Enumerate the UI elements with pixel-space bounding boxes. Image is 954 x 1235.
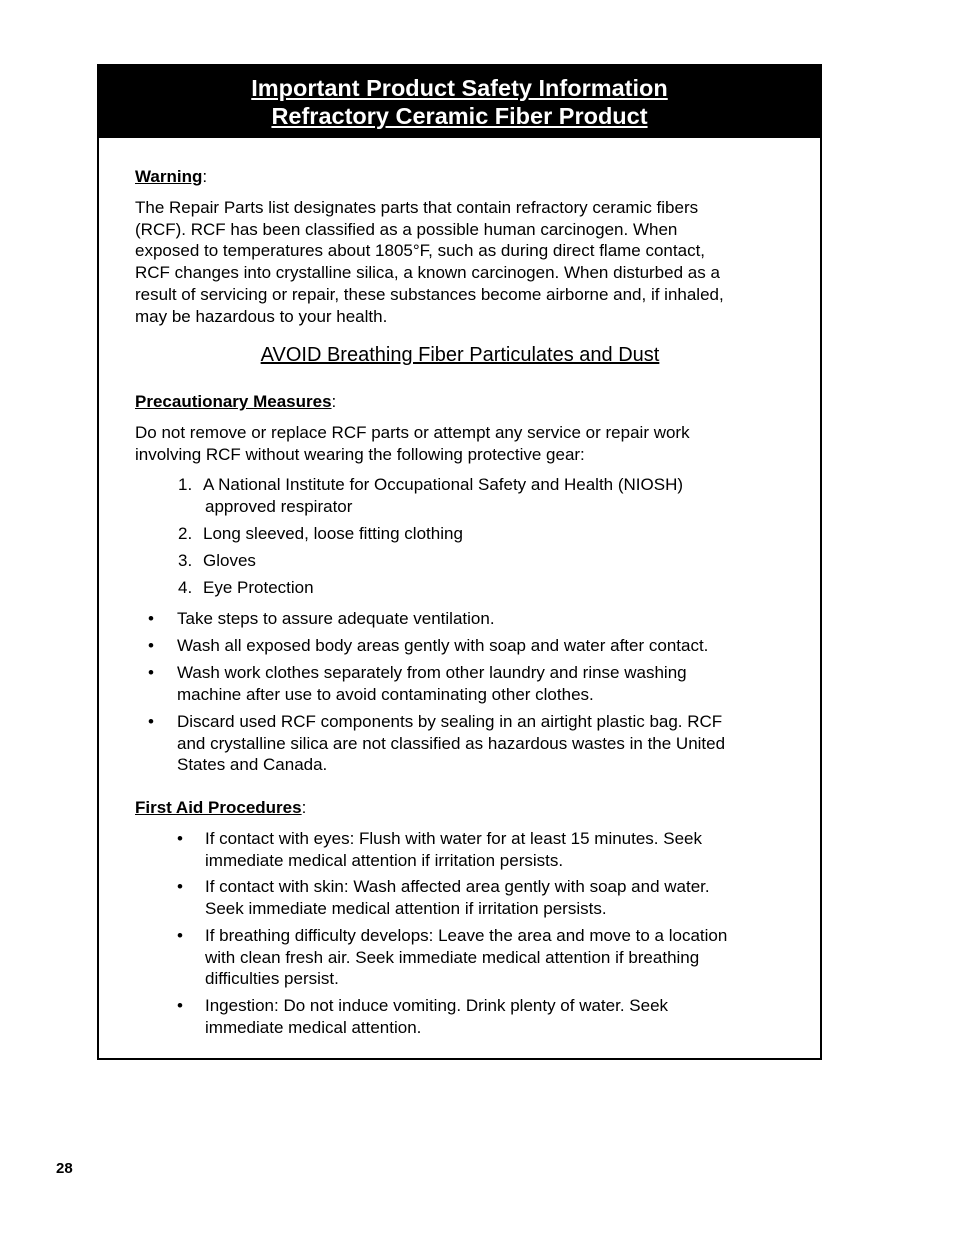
- bullet-dot: •: [177, 926, 183, 945]
- bullet-line: States and Canada.: [177, 755, 328, 775]
- gear-number: 3.: [178, 551, 193, 570]
- warning-paragraph: [135, 197, 724, 327]
- gear-line: A National Institute for Occupational Safety and Health (NIOSH): [203, 475, 684, 494]
- precautions-heading: Precautionary Measures:: [135, 392, 337, 411]
- bullet-line: If breathing difficulty develops: Leave the area and move to a location: [205, 926, 728, 945]
- warning-line: (RCF). RCF has been classified as a possible human carcinogen. When: [135, 219, 678, 239]
- warning-line: result of servicing or repair, these substances become airborne and, if inhaled,: [135, 284, 724, 304]
- gear-number: 1.: [178, 475, 193, 494]
- bullet-dot: •: [177, 996, 183, 1015]
- precautions-intro: [135, 422, 690, 465]
- title-banner: [99, 66, 820, 138]
- warning-line: RCF changes into crystalline silica, a known carcinogen. When disturbed as a: [135, 263, 720, 283]
- page-number: 28: [56, 1160, 73, 1177]
- safety-info-box: [97, 64, 822, 1060]
- bullet-line: Seek immediate medical attention if irritation persists.: [205, 898, 607, 918]
- bullet-line: difficulties persist.: [205, 969, 339, 989]
- warning-line: exposed to temperatures about 1805°F, such as during direct flame contact,: [135, 241, 706, 261]
- bullet-dot: •: [148, 609, 154, 628]
- gear-line: Eye Protection: [203, 578, 314, 597]
- bullet-line: If contact with skin: Wash affected area gently with soap and water.: [205, 877, 710, 896]
- bullet-line: immediate medical attention.: [205, 1017, 422, 1037]
- bullet-line: Discard used RCF components by sealing in an airtight plastic bag. RCF: [177, 712, 723, 731]
- bullet-line: immediate medical attention if irritation persists.: [205, 850, 564, 870]
- gear-line: approved respirator: [205, 496, 353, 516]
- bullet-line: and crystalline silica are not classified as hazardous wastes in the United: [177, 733, 726, 753]
- warning-heading: Warning:: [135, 167, 208, 186]
- gear-number: 2.: [178, 524, 193, 543]
- bullet-dot: •: [148, 712, 154, 731]
- gear-line: Long sleeved, loose fitting clothing: [203, 524, 463, 543]
- gear-line: Gloves: [203, 551, 256, 570]
- bullet-line: Wash all exposed body areas gently with soap and water after contact.: [177, 636, 709, 655]
- bullet-dot: •: [177, 829, 183, 848]
- gear-number: 4.: [178, 578, 193, 597]
- warning-line: The Repair Parts list designates parts that contain refractory ceramic fibers: [135, 198, 699, 217]
- bullet-line: with clean fresh air. Seek immediate medical attention if breathing: [205, 947, 700, 967]
- bullet-line: Take steps to assure adequate ventilation.: [177, 609, 495, 628]
- intro-line: Do not remove or replace RCF parts or attempt any service or repair work: [135, 423, 690, 442]
- bullet-dot: •: [177, 877, 183, 896]
- first-aid-heading: First Aid Procedures:: [135, 798, 307, 817]
- intro-line: involving RCF without wearing the following protective gear:: [135, 444, 585, 464]
- banner-title-line-2: Refractory Ceramic Fiber Product: [271, 103, 648, 129]
- bullet-dot: •: [148, 663, 154, 682]
- warning-line: may be hazardous to your health.: [135, 306, 388, 326]
- avoid-notice: AVOID Breathing Fiber Particulates and Dust: [260, 344, 660, 366]
- bullet-line: If contact with eyes: Flush with water for at least 15 minutes. Seek: [205, 829, 703, 848]
- bullet-dot: •: [148, 636, 154, 655]
- bullet-line: Ingestion: Do not induce vomiting. Drink plenty of water. Seek: [205, 996, 669, 1015]
- banner-title-line-1: Important Product Safety Information: [251, 75, 668, 101]
- bullet-line: Wash work clothes separately from other laundry and rinse washing: [177, 663, 687, 682]
- bullet-line: machine after use to avoid contaminating other clothes.: [177, 684, 594, 704]
